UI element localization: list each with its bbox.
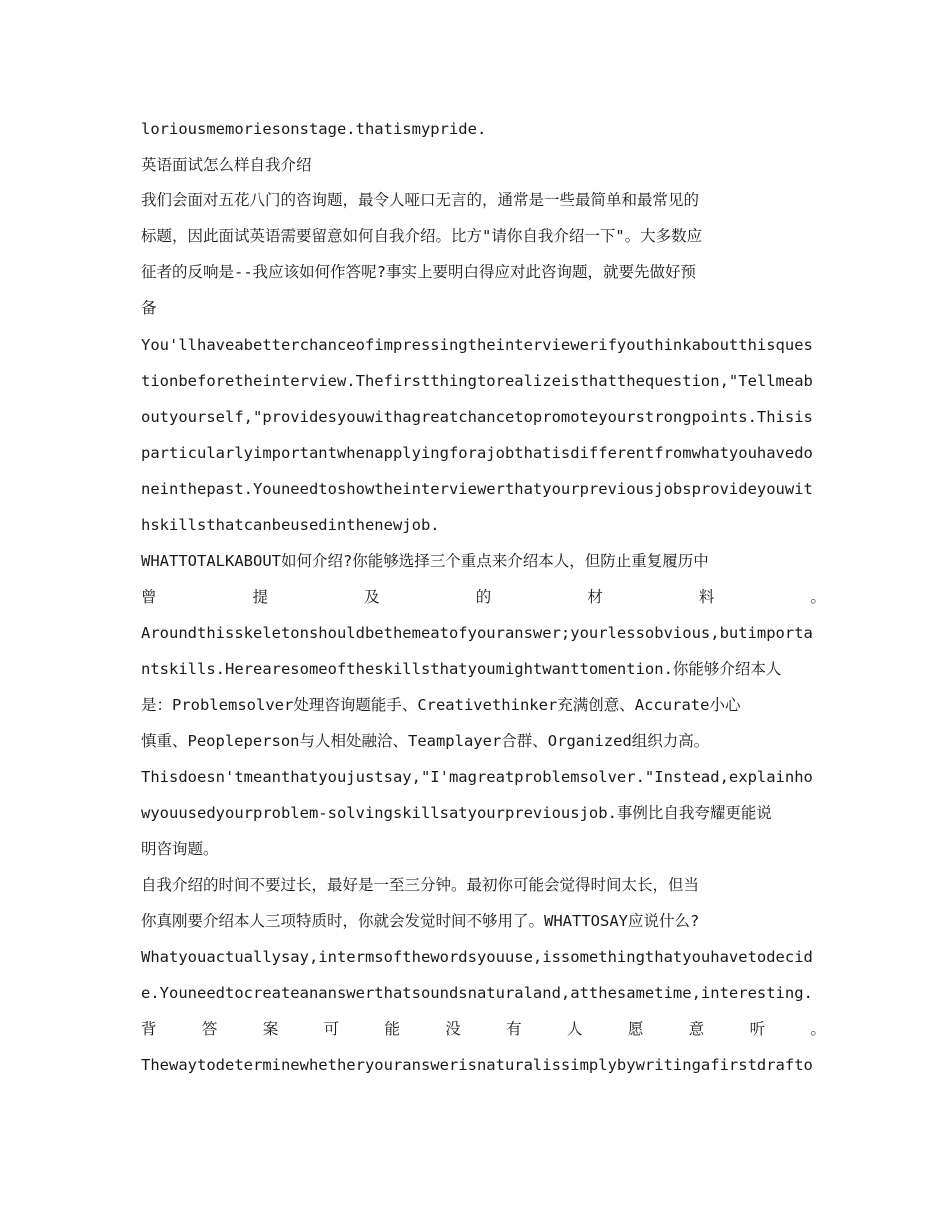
text-line: tionbeforetheinterview.Thefirstthingtorealizeisthatthequestion,"Tellmeab bbox=[141, 372, 813, 390]
text-line: 自我介绍的时间不要过长，最好是一至三分钟。最初你可能会觉得时间太长，但当 bbox=[141, 876, 700, 894]
spread-text-line bbox=[141, 1018, 826, 1040]
text-line: e.Youneedtocreateananswerthatsoundsnaturaland,atthesametime,interesting. bbox=[141, 984, 813, 1002]
spread-char: 答 bbox=[201, 1020, 218, 1038]
spread-char: 听 bbox=[749, 1020, 766, 1038]
spread-char: 及 bbox=[364, 588, 380, 606]
spread-char: 提 bbox=[252, 588, 269, 606]
spread-char: 曾 bbox=[141, 588, 157, 606]
text-line: 标题，因此面试英语需要留意如何自我介绍。比方"请你自我介绍一下"。大多数应 bbox=[141, 227, 703, 245]
spread-char: 背 bbox=[141, 1020, 157, 1038]
text-line: neinthepast.Youneedtoshowtheinterviewerthatyourpreviousjobsprovideyouwit bbox=[141, 480, 813, 498]
text-line: Whatyouactuallysay,intermsofthewordsyouuse,issomethingthatyouhavetodecid bbox=[141, 948, 813, 966]
text-line: hskillsthatcanbeusedinthenewjob. bbox=[141, 516, 440, 534]
spread-char: 愿 bbox=[627, 1020, 644, 1038]
text-line: 你真刚要介绍本人三项特质时，你就会发觉时间不够用了。WHATTOSAY应说什么? bbox=[141, 912, 700, 930]
spread-char: 料 bbox=[698, 588, 715, 606]
spread-char: 人 bbox=[567, 1020, 583, 1038]
text-line: 备 bbox=[141, 299, 157, 317]
spread-char: 能 bbox=[384, 1020, 400, 1038]
spread-char: 意 bbox=[688, 1020, 705, 1038]
text-line: Aroundthisskeletonshouldbethemeatofyouranswer;yourlessobvious,butimporta bbox=[141, 624, 813, 642]
text-line: ntskills.Herearesomeoftheskillsthatyoumightwanttomention.你能够介绍本人 bbox=[141, 660, 782, 678]
spread-char: 。 bbox=[810, 1020, 826, 1038]
text-line: outyourself,"providesyouwithagreatchancetopromoteyourstrongpoints.Thisis bbox=[141, 408, 813, 426]
spread-text-line bbox=[141, 586, 826, 608]
spread-char: 没 bbox=[445, 1020, 461, 1038]
text-line: wyouusedyourproblem-solvingskillsatyourpreviousjob.事例比自我夸耀更能说 bbox=[141, 804, 772, 822]
spread-char: 材 bbox=[587, 588, 603, 606]
spread-char: 案 bbox=[262, 1020, 279, 1038]
text-line: Thisdoesn'tmeanthatyoujustsay,"I'magreatproblemsolver."Instead,explainho bbox=[141, 768, 813, 786]
spread-char: 有 bbox=[506, 1020, 522, 1038]
text-line: 我们会面对五花八门的咨询题，最令人哑口无言的，通常是一些最简单和最常见的 bbox=[141, 191, 700, 209]
spread-char: 。 bbox=[810, 588, 826, 606]
text-line: 是：Problemsolver处理咨询题能手、Creativethinker充满创意、Accurate小心 bbox=[141, 696, 741, 714]
text-line: WHATTOTALKABOUT如何介绍?你能够选择三个重点来介绍本人，但防止重复履历中 bbox=[141, 552, 709, 570]
text-line: 征者的反响是--我应该如何作答呢?事实上要明白得应对此咨询题，就要先做好预 bbox=[141, 263, 696, 281]
spread-char: 的 bbox=[475, 588, 492, 606]
text-line: 慎重、Peopleperson与人相处融洽、Teamplayer合群、Organized组织力高。 bbox=[141, 732, 710, 750]
text-line: 明咨询题。 bbox=[141, 840, 219, 858]
text-line: Thewaytodeterminewhetheryouranswerisnaturalissimplybywritingafirstdrafto bbox=[141, 1056, 813, 1074]
spread-char: 可 bbox=[323, 1020, 340, 1038]
text-line: loriousmemoriesonstage.thatismypride. bbox=[141, 120, 487, 138]
text-line: particularlyimportantwhenapplyingforajobthatisdifferentfromwhatyouhavedo bbox=[141, 444, 813, 462]
text-line: You'llhaveabetterchanceofimpressingtheinterviewerifyouthinkaboutthisques bbox=[141, 336, 813, 354]
section-heading: 英语面试怎么样自我介绍 bbox=[141, 156, 312, 174]
